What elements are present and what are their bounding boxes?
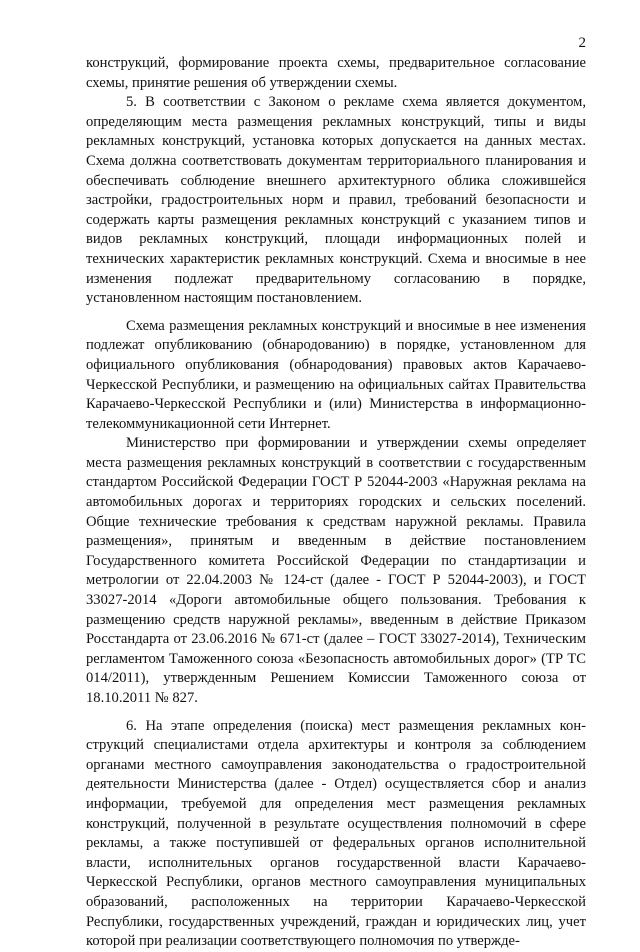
paragraph-ministry-standards: Министерство при формировании и утверждении схемы определяет места размещения рекламных конструкций в соответствии с государственным стандартом Российской Федерации ГОСТ Р 52044-2003 «Наружная реклама на автомобильных дорогах и территориях городских и сельских поселений. Общие технические требования к средствам наружной рекламы. Правила размещения», принятым и введенным в действие постановлением Государственного комитета Российской Федерации по стандартизации и метрологии от 22.04.2003 № 124-ст (далее - ГОСТ Р 52044-2003), и ГОСТ 33027-2014 «Дороги автомобильные общего пользования. Требования к размещению средств наружной рекламы», введенным в действие Приказом Росстандарта от 23.06.2016 № 671-ст (далее – ГОСТ 33027-2014), Техническим регламентом Таможенного союза «Безопасность автомобильных дорог» (ТР ТС 014/2011), утвержденным Решением Комиссии Таможенного союза от 18.10.2011 № 827. [86, 435, 586, 706]
document-body [86, 54, 586, 952]
paragraph-continuation: конструкций, формирование проекта схемы, предварительное согласование схемы, принятие решения об утверждении схемы. [86, 55, 586, 91]
paragraph-item-6: 6. На этапе определения (поиска) мест размещения рекламных конструкций специалистами отдела архитектуры и контроля за соблюдением органами местного самоуправления законодательства о градостроительной деятельности Министерства (далее - Отдел) осуществляется сбор и анализ информации, требуемой для определения мест размещения рекламных конструкций, полученной в результате осуществления полномочий в сфере рекламы, а также поступившей от федеральных органов исполнительной власти, исполнительных органов государственной власти Карачаево-Черкесской Республики, органов местного самоуправления муниципальных образований, расположенных на территории Карачаево-Черкесской Республики, государственных учреждений, граждан и юридических лиц, учет которой при реализации соответствующего полномочия по утвержде- [86, 717, 586, 950]
paragraph-scheme-publication: Схема размещения рекламных конструкций и вносимые в нее изменения подлежат опубликованию (обнародованию) в порядке, установленном для официального опубликования (обнародования) правовых актов Карачаево-Черкесской Республики, и размещению на официальных сайтах Правительства Карачаево-Черкесской Республики и (или) Министерства в информационно-телекоммуникационной сети Интернет. [86, 317, 586, 432]
paragraph-item-5: 5. В соответствии с Законом о рекламе схема является документом, определяющим места размещения рекламных конструкций, типы и виды рекламных конструкций, установка которых допускается на данных местах. Схема должна соответствовать документам территориального планирования и обеспечивать соблюдение внешнего архитектурного облика сложившейся застройки, градостроительных норм и правил, требований безопасности и содержать карты размещения рекламных конструкций с указанием типов и видов рекламных конструкций, площади информационных полей и технических характеристик рекламных конструкций. Схема и вносимые в нее изменения подлежат предварительному согласованию в порядке, установленном настоящим постановлением. [86, 94, 586, 307]
page-number: 2 [578, 35, 586, 51]
